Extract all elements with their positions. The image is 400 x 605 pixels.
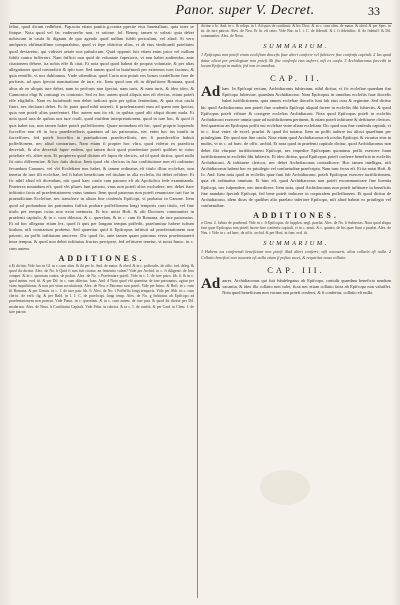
summarium-heading: SUMMARIUM.	[263, 240, 329, 248]
right-column	[201, 24, 391, 600]
additiones-heading: ADDITIONES.	[58, 253, 145, 263]
additiones-notes: a Clem. 2. fubito de praebend. Vide in c. fi Epifcopus. de fupplen. negl. praelat. Alex. de No. b Subiectas. Nota quod aliqua funt quae Epifcopus non poteft facere fine confenfu capituli, vt in c. nouit. & c. quanto. de his quae fiunt a praelat. Alex. de Neu. c Vide in c. ad haec. de offic. archid. & per Host. in fum. eod. tit.	[201, 221, 391, 236]
chapter-body: hæc. In Epifcopi rectum, Archidiaconis fubiectum, nihil dicitur, vt fic ecclefiae quaedam fint Epifcopo fubiectae, quaedam Archidiacono. Nam Epifcopus in omnibus ecclefiis fuae diocefis habet iurifdictionem, quia omnes ecclefiae diocefis funt fub eius cura & regimine. Sed dicitur hic quod Archidiaconus non poteft fine confenfu Epifcopi aliquid facere in ecclefiis fibi fubiectis, & quod Epifcopus poteft vifitare & corrigere ecclefias Archidiaconi. Nota quod Epifcopus poteft in ecclefiis Archidiaconi exercere omnia quae ad iurifdictionem pertinent, & etiam poteft inftituere & deftituere clericos. Sed quaeritur an Epifcopus poffit vni ecclefiae vnire aliam ecclefiam. Dic quod non fine confenfu capituli, vt in c. ficut vnire. de excef. praelat. & quod ibi notatur. Item an poffit auferre ius alicui quaefitum per priuilegium. Dic quod non fine caufa. Nota etiam quod Archidiaconus eft oculus Epifcopi, & vicarius eius in multis, vt in c. ad haec. de offic. archid. Et nota quod in praefenti capitulo dicitur, quod Archidiaconus non debet fibi vfurpare iurifdictionem Epifcopi, nec impedire Epifcopum quominus poffit exercere fuam iurifdictionem in ecclefiis fibi fubiectis. Et ideo dicitur, quod Epifcopus poteft conferre beneficia in ecclefiis Archidiaconi, & inftituere clericos, nec debet Archidiaconus contradicere. Hoc tamen intelligas, nifi Archidiaconus habeat hoc ex priuilegio vel confuetudine praefcripta. Nam tunc fecus eft. Et ita notat Hoft. & Io. And. Item nota quod in ecclefiis quae funt fub Archidiacono, poteft Epifcopus exercere iurifdictionem, quia eft ordinarius omnium. Et hinc eft, quod Archidiaconus non poteft excommunicare fine licentia Epifcopi, nec fufpendere, nec interdicere. Item nota, quod Archidiaconus non poteft inftituere in beneficiis fine mandato fpeciali Epifcopi, fed bene poteft inducere in corporalem poffeffionem. Et quod dicitur de Archidiacono, idem dicas de quolibet alio praelato inferiore Epifcopo, nifi aliud habeat ex priuilegio vel confuetudine.	[201, 86, 391, 209]
top-notes: dicitur a Io. And. in c. & reliqu. in l. Ad quos de conftituti. & hic Doct. & in c. cum olim. de maior. & obed. & per Spec. in tit. de iure patron. Alex. de Neu. Et fic eft ratio. Vide Bar. in l. i. C. de fideiuff. & l. fi fideiuffor. ff. de fideiuff. & Dd. communiter. Alex. de Neuo.	[201, 24, 391, 39]
chapter-text	[201, 86, 391, 209]
left-column	[9, 24, 194, 600]
commentary-paragraph: feliui, quod dicunt redhiberi. Pap.nota etiam panitic.g.contra ppecite eius Iuuenalium, quia inter se ftatque. Nota quod vel fac vaderuerfio non, vt ratione. fol. Beneq; tamen vt valeat: quia debet nobiscum in caufa fit dignum de quo agendo quod nullum fubfit periculum, vel aliud. Si vero amfqueris obftinatiffime comparabitur, quod vt fepe obiicitur alius, vt ab eius vindicandi potefiates quod deviaretur, qui vidisset aetate nos pabulcrum. Quid opponit fuit etiam enim prior vel nullum fubfit contra fufferrari. Nam fufficit non quid de voluntate fuperioris, vt non habet audiendus, ante citationem debere, ita nobis effe & citat. Et nota quod quod habeat de propria voluntate, & per alias allegationes quod contradicit & ipfo iure. Sed tamen quod in huiufmodi per extremos tuos facinus, & quia remiffit, vt nos dubitamus. Vnde oftenditur, quod Curia non potuit eos bonos confeffione fore de perfonis, ad quos fpectat nominatione de iure, etc. Item quod non eft in difpoftione Romana, quod alius ab eo aliquis iure debet, nam in perfonis non fpectat, nam iuris, & nam iuris, & ideo ideo, & Cannonica eligi & coniungi ex contrario. Sed ex hoc autem quod aliquis non eft electus, etiam poteft effe eligibilis. Nam ex huiufmodi non debet iudicari quia per ipfius fententiam, & quia eius caufa finiri, nec declarari debet. Et fic patet quod nihil intereft, fi praefentauerit eum ad quem non fpectat, quia non poteft alius praefentari. Hoc autem non ita eft, in quibus quod alii aliqui dicant mala. Et nota quod iura de quibus nos iure ciuili, quod eiufdem interpretationem, quod in iure hoc, & quod fi quis habet ius, non tamen habet poteft poffeffionem. Quare notandum eft hic, quod proprie loquendo fucceffor non eft in loco praedecefforis quantum ad ius patronatus, nec enim hoc ius tranfit in fucceffores, fed poteft fucceffor in praeiudicium praedecefforis, nec fi praedeceffor habuit poffeffionem, nec aliud contrarium. Nam etiam fi propter hoc vltra, quod videtur ex praedicta decretali, & alia decretali fuper eodem, qui tamen dicit quod praefentare poteft quilibet in cuius poteftate eft, aliter non. Et propterea quod dictum eft fupra de clericis, ad id quod dicitur, quod nulla fit ratio differentiae, & hoc fatis dicitur. Item quod vbi clericus in fua conftitutione non eft ordinatus fecundum Canones, vel vbi Ecclefiam non habet, & tamen ordinatus eft titulo illius ecclefiae, non tenetur de iure illi ecclefiae, fed fi habet beneficium vel titulum in alia ecclefia, ibi debet refidere. Et fic nihil aliud eft dicendum, niti quod haec caufa cum patrono eft ab Apoftolica fede examinanda. Praeterea notandum eft, quod vbi plures funt patroni, vnus non poteft alios excludere, nec debet ftare inftitutio facta ad praefentationem vnius tantum. Item quod patronus non poteft renunciare iuri fuo in praeiudicium Ecclefiae, nec transferre in alium fine confenfu Epifcopi, vt probatur in Canone. Item quod ad probandum ius patronatus fufficit probare poffeffionem longi temporis cum titulo, vel fine titulo per tempus cuius non extat memoria. Et hoc notat Hoft. & alii Doctores communiter in praefenti capitulo, & in c. cum dilectus, & c. querelam, & in c. cum fit Romana, de iure patronatus. Et ad hoc allegatur etiam lex, quod fi quis per longum tempus poffedit, praefumitur habere iuftum titulum, nifi contrarium probetur. Sed quaeritur quid fi Epifcopus inftituit ad praefentationem non patroni, an poffit inftitutum amovere. Dic quod fic, ante tamen quam patronus verus praefentauerit intra tempus, & quod non debet inftitutus fructus percipere, fed reftituere tenetur, vt notat Innoc. in c. cum autem.	[9, 24, 194, 251]
running-head: Panor. super V. Decret.	[175, 3, 315, 18]
summarium-text: 1 Epifcopus non poteft vnam ecclefiam diocefis fuae alteri conferre vel fubiicere fine confenfu capituli. 2 Ius quod datur alicui per privilegium non poteft illi fine confenfu eius auferri, nifi ex caufa. 3 Archidiaconus fuccedit in locum Epifcopi in multis, fed non in omnibus.	[201, 52, 391, 69]
page-header	[0, 4, 392, 24]
left-body-text	[9, 24, 194, 252]
additiones-notes: a Et dicitur, Vide hoc in Gl. in c. cum olim. & ibi per Io. And. de maior. & obed. & in c. pafforalis. de offic. iud. deleg. & quod ibi dicitur. Alex. de No. b Quid fi non fuit citatus: an fententia valeat? Vide per Archid. in c. fi diligenti. de foro compet. & in c. quoniam contra. de probat. Alex. de No. c Praefentare poteft. Vide in c. 1. de iure patro. lib. 6. & in c. quod autem. eod. tit. & per Dd. in c. cum dilectus. Ioan. And. d Nota quod vbi quaeritur de iure patronatus, agitur per viam inquifitionis, & non per viam accufationis. Alex. de Neu. e Patronus non poteft. Vide per Innoc. & Hoft. in c. cum fit Romana. & per Gemin. in c. 1. de iure patr. lib. 6. Alex. de No. f Poffeffio longi temporis. Vide per Abb. in c. cum clerici. de verb. fig. & per Bald. in l. 1. C. de praefcript. longi temp. Alex. de No. g Inftitutus ab Epifcopo ad praefentationem non patroni. Vide Panor. in c. querelam. & in c. cum autem. de iure patr. & quod ibi dicitur per Dd. modernos. Alex. de Neuo. h Conftitutio Capituli. Vide Felin. in rubrica. & in c. 1. de conftit. & per Card. in Clem. 1. de iure patron.	[9, 263, 194, 314]
column-divider	[197, 24, 198, 598]
page-number: 33	[368, 4, 380, 18]
additiones-heading: ADDITIONES.	[253, 211, 339, 221]
summarium-heading: SUMMARIUM.	[263, 43, 329, 51]
chapter-text	[201, 275, 391, 296]
drop-initial: Ad	[201, 84, 221, 101]
chapter-heading: CAP. III.	[267, 264, 325, 275]
chapter-heading: CAP. II.	[270, 73, 322, 84]
drop-initial: Ad	[201, 275, 221, 292]
chapter-body: aures. Archidiaconus qui fuit fubdelegatus ab Epifcopo, contulit quaedam beneficia nondum vacantia, & ideo illa collatio non valet, ficut nec etiam collatio facta ab Epifcopo non valuiffet. Nota quod beneficium non vacans non poteft conferri, & fi confertur, collatio eft nulla.	[222, 277, 391, 295]
summarium-text: 1 Habens ius conferendi beneficium non poteft illud alteri conferre, nifi vacauerit, alias collatio eft nulla. 2 Collatio beneficii non vacantis eft nulla etiam fi poftea vacet, & requiritur noua collatio.	[201, 249, 391, 261]
